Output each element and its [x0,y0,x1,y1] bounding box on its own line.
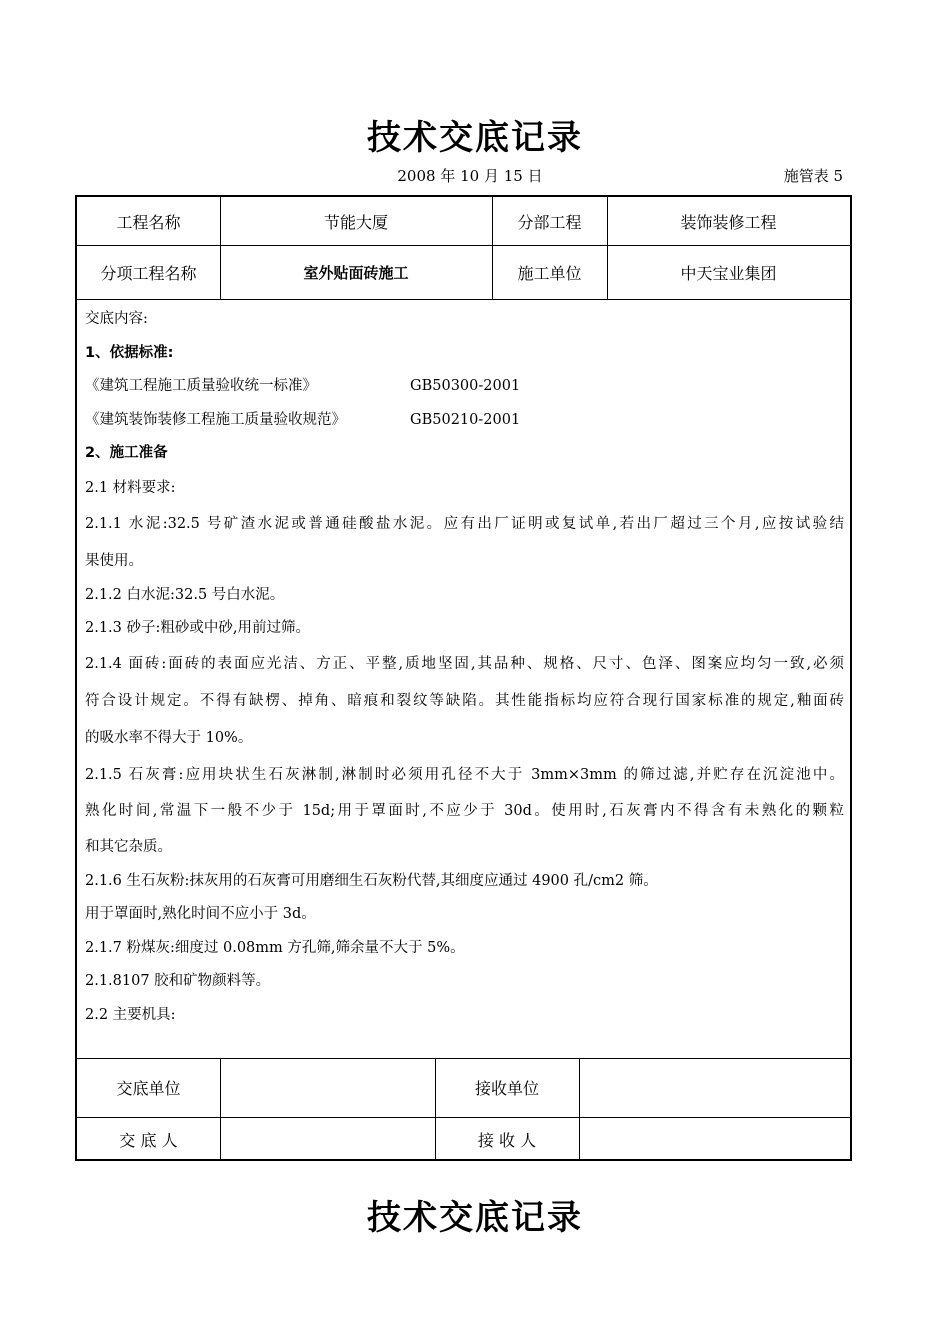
content-line: 果使用。 [85,552,143,569]
handover-person-label: 交 底 人 [119,1130,178,1150]
content-line: 用于罩面时,熟化时间不应小于 3d。 [85,906,316,922]
standard-code: GB50210-2001 [410,411,521,428]
receiver-person-label: 接 收 人 [477,1130,537,1150]
standard-item [85,370,844,404]
receiver-unit-label: 接收单位 [474,1079,539,1098]
content-line: 2.1.5 石灰膏:应用块状生石灰淋制,淋制时必须用孔径不大于 3mm×3mm 的筛过滤,并贮存在沉淀池中。 [85,766,844,783]
content-line: 符合设计规定。不得有缺楞、掉角、暗痕和裂纹等缺陷。其性能指标均应符合现行国家标准的规定,釉面砖 [85,692,844,709]
subitem-value: 室外贴面砖施工 [303,263,409,282]
content-line: 熟化时间,常温下一般不少于 15d;用于罩面时,不应少于 30d。使用时,石灰膏内不得含有未熟化的颗粒 [85,802,844,819]
handover-unit-label: 交底单位 [116,1079,181,1098]
division-label: 分部工程 [517,212,582,232]
handover-person-field[interactable] [220,1117,435,1161]
content-line: 2.1.7 粉煤灰:细度过 0.08mm 方孔筛,筛余量不大于 5%。 [85,939,465,956]
page-title: 技术交底记录 [367,118,583,158]
next-page-title: 技术交底记录 [367,1198,583,1238]
standard-code: GB50300-2001 [410,378,521,394]
form-number: 施管表 5 [783,167,843,185]
content-line: 2.1.8107 胶和矿物颜料等。 [85,973,271,989]
contractor-value: 中天宝业集团 [680,263,777,283]
division-value: 装饰装修工程 [680,212,777,232]
project-name-label: 工程名称 [116,212,181,232]
content-line: 的吸水率不得大于 10%。 [85,729,253,746]
content-line: 2.1.2 白水泥:32.5 号白水泥。 [85,586,285,603]
section-heading: 2、施工准备 [85,445,168,461]
contractor-label: 施工单位 [517,263,582,283]
section-heading: 1、依据标准: [85,344,174,361]
content-line: 2.1 材料要求: [85,479,176,496]
content-line: 2.1.1 水泥:32.5 号矿渣水泥或普通硅酸盐水泥。应有出厂证明或复试单,若出厂超过三个月,应按试验结 [85,515,844,532]
content-line: 2.1.3 砂子:粗砂或中砂,用前过筛。 [85,620,310,636]
content-line: 和其它杂质。 [85,838,172,855]
standard-name: 《建筑装饰装修工程施工质量验收规范》 [85,411,346,428]
content-line: 2.2 主要机具: [85,1006,176,1023]
handover-unit-field[interactable] [220,1058,435,1117]
handover-content [85,303,844,1032]
document-date: 2008 年 10 月 15 日 [397,167,543,185]
content-line: 2.1.4 面砖:面砖的表面应光洁、方正、平整,质地坚固,其品种、规格、尺寸、色泽、图案应均匀一致,必须 [85,655,844,672]
project-name-value: 节能大厦 [323,212,388,232]
receiver-unit-field[interactable] [579,1058,850,1117]
content-line: 2.1.6 生石灰粉:抹灰用的石灰膏可用磨细生石灰粉代替,其细度应通过 4900 孔/cm2 筛。 [85,872,658,889]
record-table [75,195,852,1161]
standard-name: 《建筑工程施工质量验收统一标准》 [85,378,317,394]
subitem-label: 分项工程名称 [100,263,197,283]
standard-item [85,404,844,438]
receiver-person-field[interactable] [579,1117,850,1161]
content-intro: 交底内容: [85,311,148,327]
